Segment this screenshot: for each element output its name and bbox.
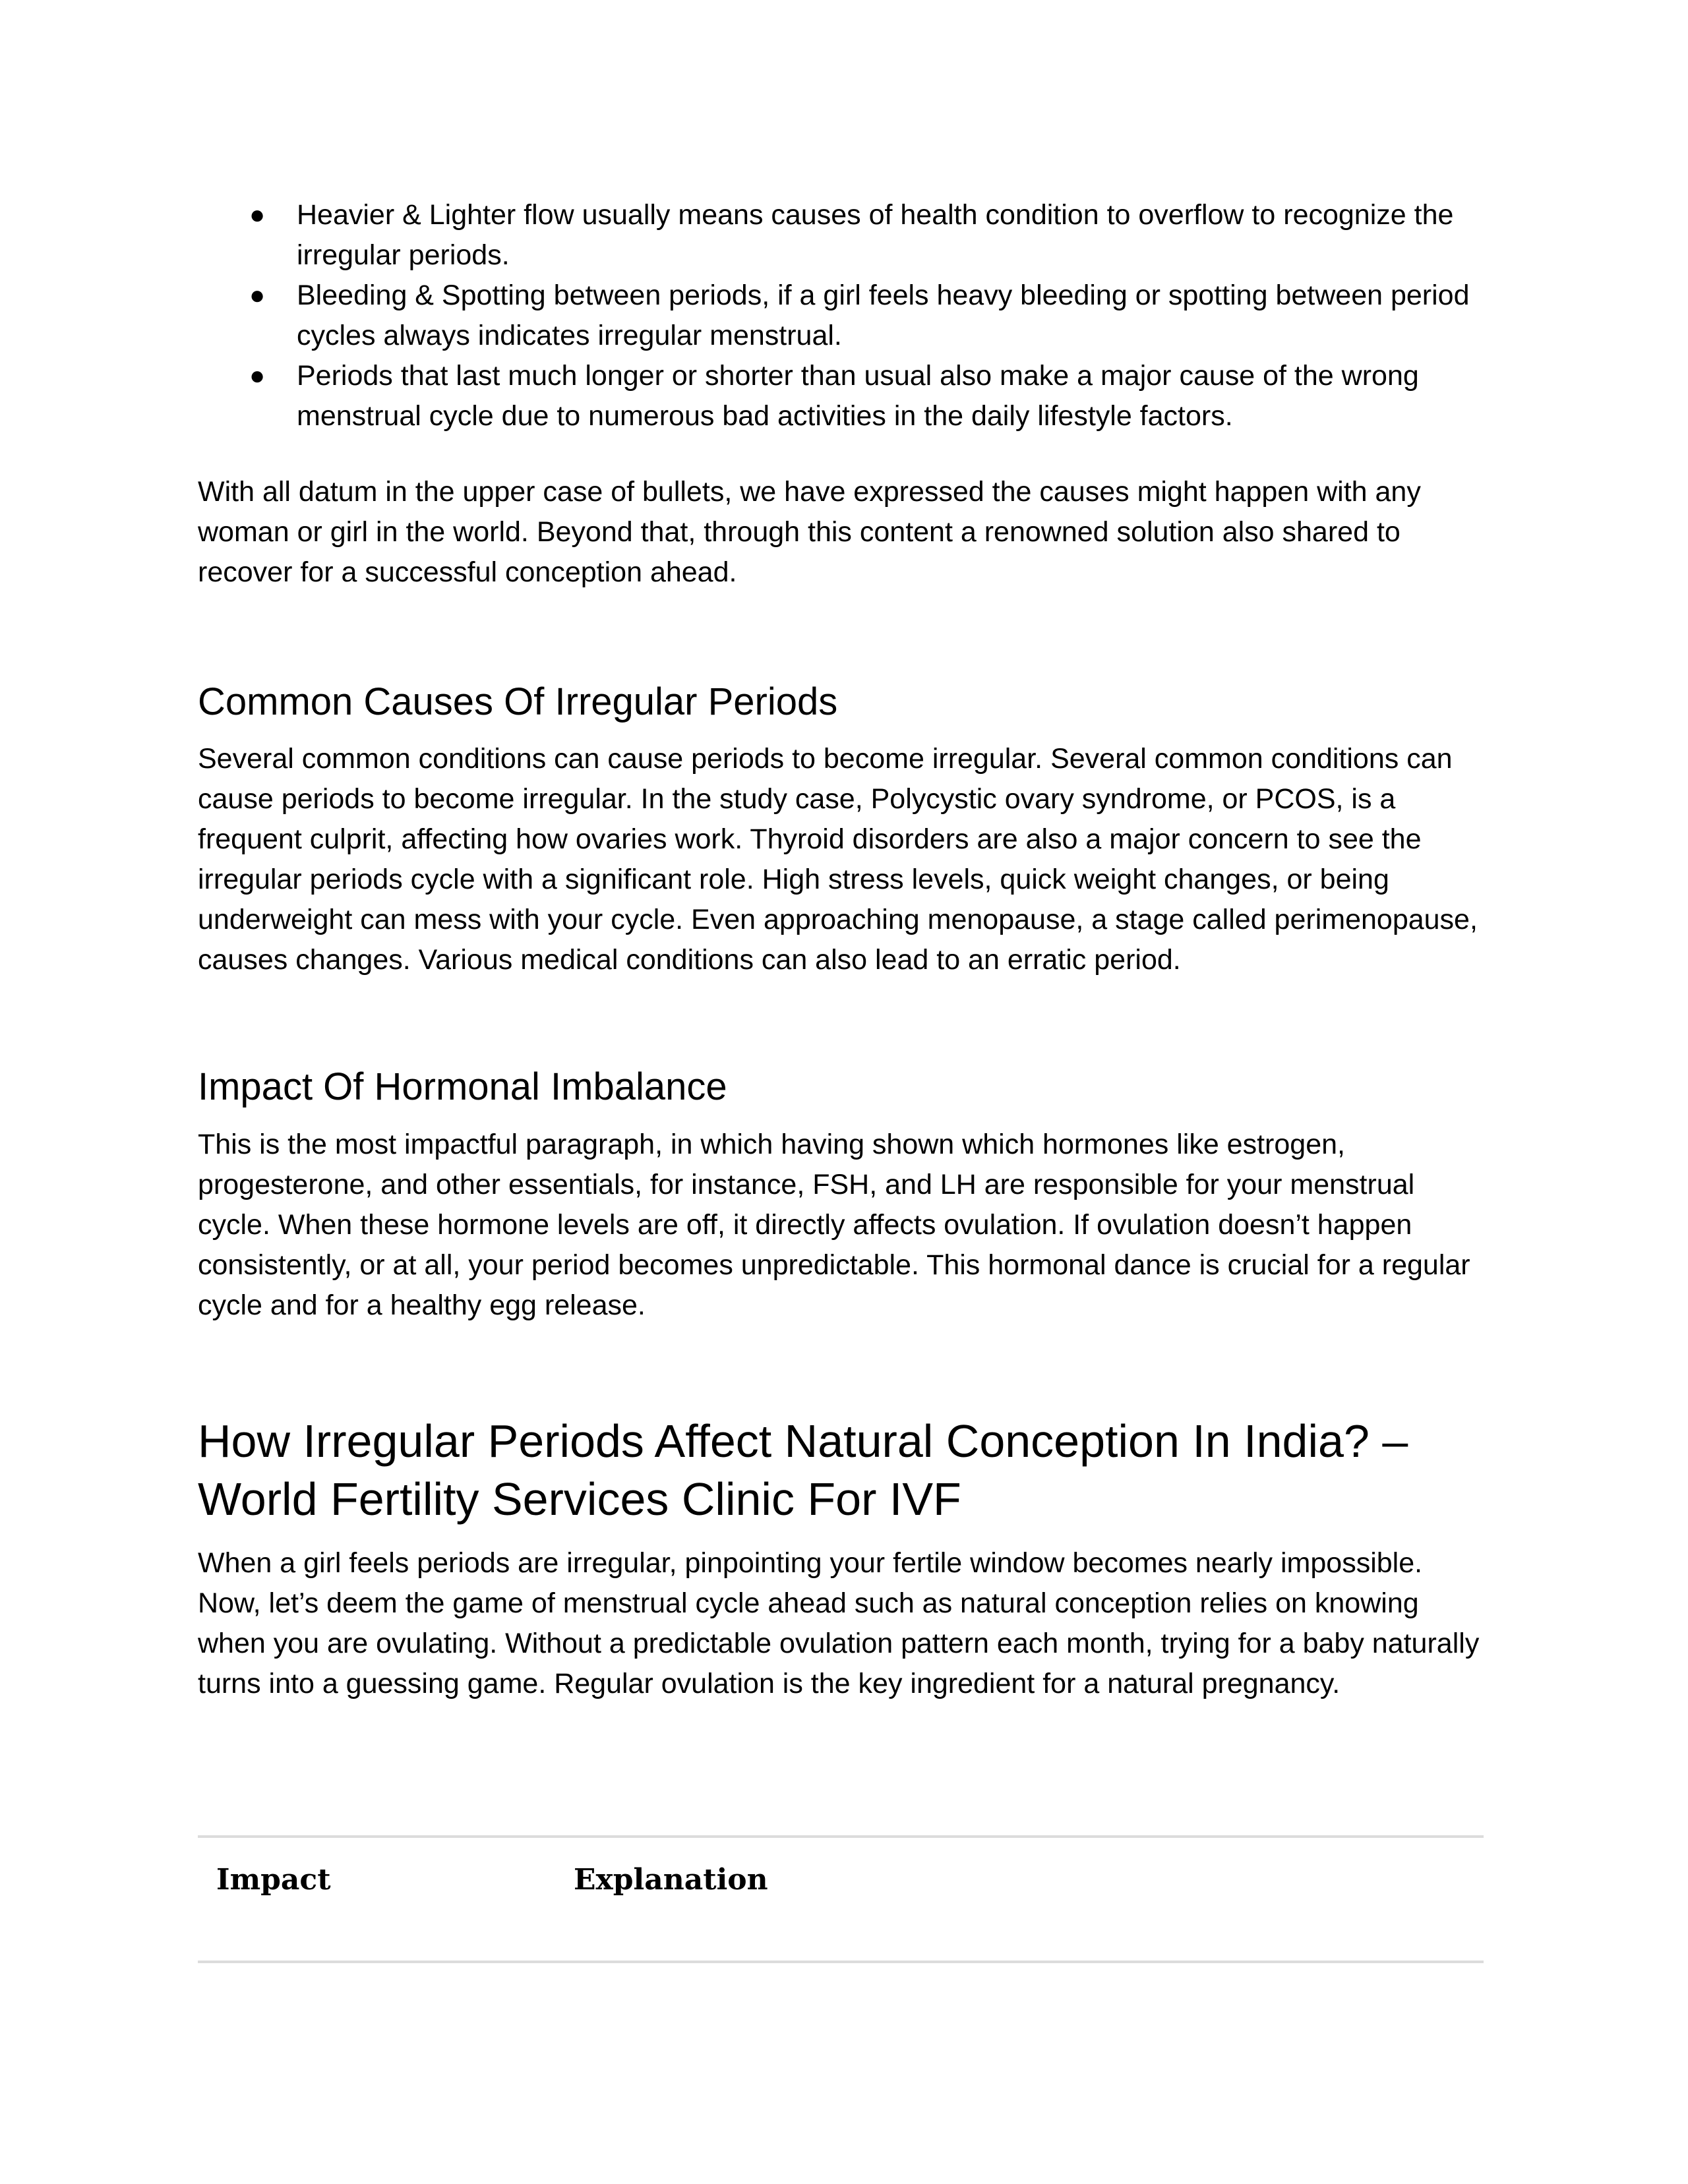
section-heading-common-causes: Common Causes Of Irregular Periods xyxy=(198,680,838,723)
bullet-list xyxy=(198,195,1490,436)
bullet-icon: ● xyxy=(249,281,266,310)
bullet-item: ● Bleeding & Spotting between periods, if a girl feels heavy bleeding or spotting between period cycles always indicates irregular menstrual. xyxy=(198,276,1490,356)
section-body-natural-conception: When a girl feels periods are irregular, pinpointing your fertile window becomes nearly impossible. Now, let’s deem the game of menstrual cycle ahead such as natural conception relies on knowing when you are ovulating. Without a predictable ovulation pattern each month, trying for a baby naturally turns into a guessing game. Regular ovulation is the key ingredient for a natural pregnancy. xyxy=(198,1547,1480,1699)
table-header-explanation: Explanation xyxy=(574,1863,768,1897)
section-body-hormonal-imbalance: This is the most impactful paragraph, in which having shown which hormones like estrogen, progesterone, and other essentials, for instance, FSH, and LH are responsible for your menstrual cycle. When these hormone levels are off, it directly affects ovulation. If ovulation doesn’t happen consistently, or at all, your period becomes unpredictable. This hormonal dance is crucial for a regular cycle and for a healthy egg release. xyxy=(198,1129,1470,1321)
impact-table xyxy=(198,1835,1484,1963)
section-heading-natural-conception: How Irregular Periods Affect Natural Conception In India? – World Fertility Services Clinic For IVF xyxy=(198,1415,1408,1525)
table-header-impact: Impact xyxy=(216,1863,331,1897)
bullet-item: ● Periods that last much longer or shorter than usual also make a major cause of the wrong menstrual cycle due to numerous bad activities in the daily lifestyle factors. xyxy=(198,356,1490,436)
intro-paragraph: With all datum in the upper case of bullets, we have expressed the causes might happen with any woman or girl in the world. Beyond that, through this content a renowned solution also shared to recover for a successful conception ahead. xyxy=(198,476,1421,588)
section-body-common-causes: Several common conditions can cause periods to become irregular. Several common conditions can cause periods to become irregular. In the study case, Polycystic ovary syndrome, or PCOS, is a frequent culprit, affecting how ovaries work. Thyroid disorders are also a major concern to see the irregular periods cycle with a significant role. High stress levels, quick weight changes, or being underweight can mess with your cycle. Even approaching menopause, a stage called perimenopause, causes changes. Various medical conditions can also lead to an erratic period. xyxy=(198,743,1478,976)
bullet-icon: ● xyxy=(249,361,266,390)
section-heading-hormonal-imbalance: Impact Of Hormonal Imbalance xyxy=(198,1065,727,1108)
bullet-item: ● Heavier & Lighter flow usually means causes of health condition to overflow to recognize the irregular periods. xyxy=(198,195,1490,276)
bullet-icon: ● xyxy=(249,200,266,229)
